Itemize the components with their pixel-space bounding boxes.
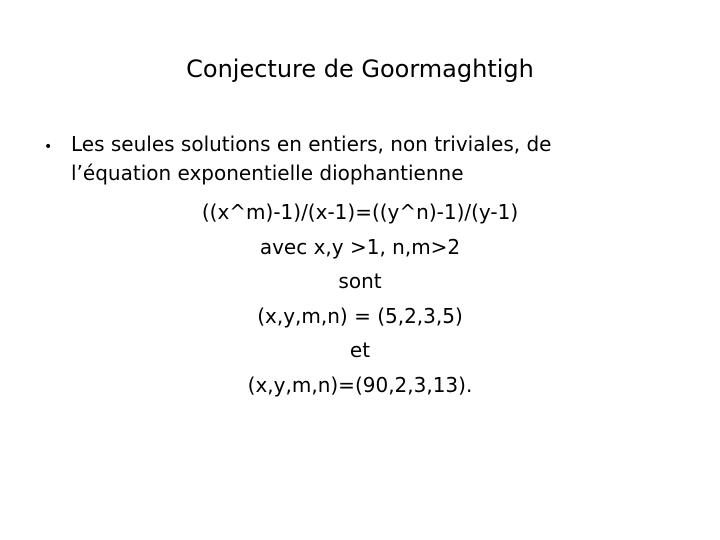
- equation-block: [0, 195, 720, 402]
- solution-line: (x,y,m,n) = (5,2,3,5): [257, 303, 463, 328]
- equation-line: ((x^m)-1)/(x-1)=((y^n)-1)/(y-1): [201, 200, 519, 224]
- slide-title: Conjecture de Goormaghtigh: [186, 55, 534, 83]
- bullet-text: [71, 130, 691, 188]
- connector-line: et: [349, 338, 371, 362]
- conditions-line: avec x,y >1, n,m>2: [259, 234, 461, 259]
- bullet-line: l’équation exponentielle diophantienne: [71, 161, 464, 185]
- bullet-line: Les seules solutions en entiers, non triviales, de: [71, 132, 552, 156]
- bullet-marker: •: [44, 139, 53, 155]
- connector-line: sont: [338, 269, 382, 293]
- bullet-item: [44, 130, 684, 188]
- solution-line: (x,y,m,n)=(90,2,3,13).: [247, 372, 473, 397]
